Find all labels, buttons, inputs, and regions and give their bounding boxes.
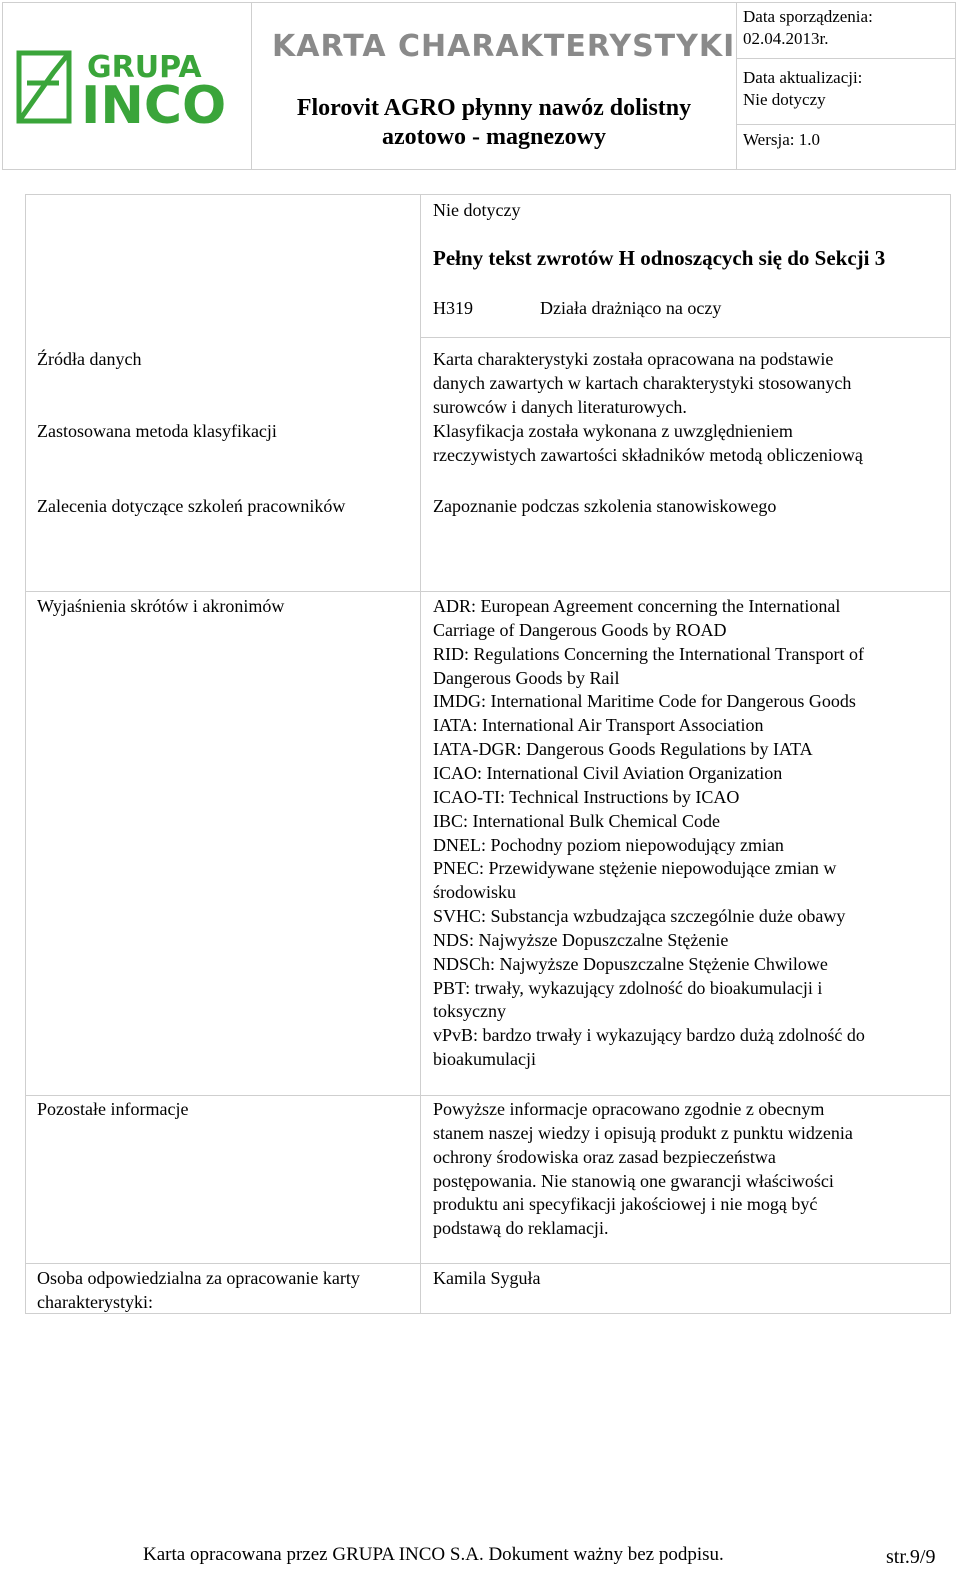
page-number: str.9/9 bbox=[886, 1546, 936, 1568]
text-line: produktu ani specyfikacji jakościowej i nie mogą być bbox=[433, 1194, 818, 1215]
text-line: PNEC: Przewidywane stężenie niepowodujące zmian w bbox=[433, 858, 837, 879]
text-line: bioakumulacji bbox=[433, 1049, 536, 1070]
text-line: środowisku bbox=[433, 882, 517, 903]
text-line: SVHC: Substancja wzbudzająca szczególnie duże obawy bbox=[433, 906, 846, 927]
text-line: podstawą do reklamacji. bbox=[433, 1218, 609, 1239]
created-value: 02.04.2013r. bbox=[743, 29, 829, 48]
row-divider bbox=[26, 1263, 950, 1264]
top-value: Nie dotyczy bbox=[433, 200, 521, 220]
text-line: RID: Regulations Concerning the International Transport of bbox=[433, 643, 864, 664]
text-line: IATA: International Air Transport Association bbox=[433, 715, 764, 736]
responsible-label: Osoba odpowiedzialna za opracowanie karty bbox=[37, 1268, 360, 1288]
sources-line: danych zawartych w kartach charakterystyki stosowanych bbox=[433, 373, 852, 393]
document-header bbox=[2, 2, 956, 170]
text-line: IBC: International Bulk Chemical Code bbox=[433, 810, 720, 831]
document-title: KARTA CHARAKTERYSTYKI bbox=[272, 29, 736, 64]
row-divider bbox=[26, 1095, 950, 1096]
meta-cell bbox=[737, 3, 955, 169]
text-line: PBT: trwały, wykazujący zdolność do bioakumulacji i bbox=[433, 977, 823, 998]
logo-inco-text: INCO bbox=[81, 76, 227, 131]
sources-line: Karta charakterystyki została opracowana na podstawie bbox=[433, 349, 834, 369]
responsible-label: charakterystyki: bbox=[37, 1292, 153, 1312]
responsible-value: Kamila Syguła bbox=[433, 1268, 541, 1288]
text-line: toksyczny bbox=[433, 1001, 506, 1022]
row-divider bbox=[26, 591, 950, 592]
abbrev-label: Wyjaśnienia skrótów i akronimów bbox=[37, 596, 285, 616]
version: Wersja: 1.0 bbox=[743, 130, 820, 149]
text-line: ICAO: International Civil Aviation Organization bbox=[433, 762, 783, 783]
created-label: Data sporządzenia: bbox=[743, 7, 873, 26]
method-line: Klasyfikacja została wykonana z uwzględnieniem bbox=[433, 421, 793, 441]
text-line: vPvB: bardzo trwały i wykazujący bardzo dużą zdolność do bbox=[433, 1025, 865, 1046]
h-text: Działa drażniąco na oczy bbox=[540, 298, 722, 318]
text-line: NDSCh: Najwyższe Dopuszczalne Stężenie Chwilowe bbox=[433, 953, 828, 974]
info-table bbox=[25, 194, 951, 1314]
text-line: ICAO-TI: Technical Instructions by ICAO bbox=[433, 786, 740, 807]
logo-grupa-text: GRUPA bbox=[87, 50, 202, 85]
updated-value: Nie dotyczy bbox=[743, 90, 826, 109]
method-label: Zastosowana metoda klasyfikacji bbox=[37, 421, 277, 441]
text-line: ochrony środowiska oraz zasad bezpieczeństwa bbox=[433, 1146, 776, 1167]
text-line: IMDG: International Maritime Code for Dangerous Goods bbox=[433, 691, 856, 712]
logo-cell bbox=[3, 3, 252, 169]
text-line: stanem naszej wiedzy i opisują produkt z punktu widzenia bbox=[433, 1122, 853, 1143]
row-divider bbox=[420, 337, 950, 338]
text-line: NDS: Najwyższe Dopuszczalne Stężenie bbox=[433, 929, 729, 950]
text-line: Carriage of Dangerous Goods by ROAD bbox=[433, 619, 727, 640]
grupa-inco-logo bbox=[13, 43, 241, 131]
method-line: rzeczywistych zawartości składników metodą obliczeniową bbox=[433, 445, 863, 465]
text-line: Powyższe informacje opracowano zgodnie z obecnym bbox=[433, 1099, 825, 1119]
text-line: Dangerous Goods by Rail bbox=[433, 667, 620, 688]
training-value: Zapoznanie podczas szkolenia stanowiskowego bbox=[433, 496, 777, 516]
text-line: postępowania. Nie stanowią one gwarancji właściwości bbox=[433, 1170, 834, 1191]
product-name-line2: azotowo - magnezowy bbox=[382, 124, 606, 150]
h-code: H319 bbox=[433, 298, 473, 318]
footer-text: Karta opracowana przez GRUPA INCO S.A. Dokument ważny bez podpisu. bbox=[143, 1544, 724, 1565]
updated-label: Data aktualizacji: bbox=[743, 68, 863, 87]
text-line: DNEL: Pochodny poziom niepowodujący zmian bbox=[433, 834, 784, 855]
text-line: IATA-DGR: Dangerous Goods Regulations by IATA bbox=[433, 739, 813, 760]
text-line: ADR: European Agreement concerning the International bbox=[433, 596, 841, 616]
sources-label: Źródła danych bbox=[37, 349, 142, 369]
updated-date bbox=[737, 59, 955, 125]
created-date bbox=[737, 3, 955, 59]
title-cell bbox=[252, 3, 737, 169]
product-name-line1: Florovit AGRO płynny nawóz dolistny bbox=[296, 95, 692, 121]
column-divider bbox=[420, 195, 421, 1313]
sources-line: surowców i danych literaturowych. bbox=[433, 397, 687, 417]
h-phrases-heading: Pełny tekst zwrotów H odnoszących się do Sekcji 3 bbox=[433, 246, 886, 270]
training-label: Zalecenia dotyczące szkoleń pracowników bbox=[37, 496, 346, 516]
other-label: Pozostałe informacje bbox=[37, 1099, 189, 1119]
